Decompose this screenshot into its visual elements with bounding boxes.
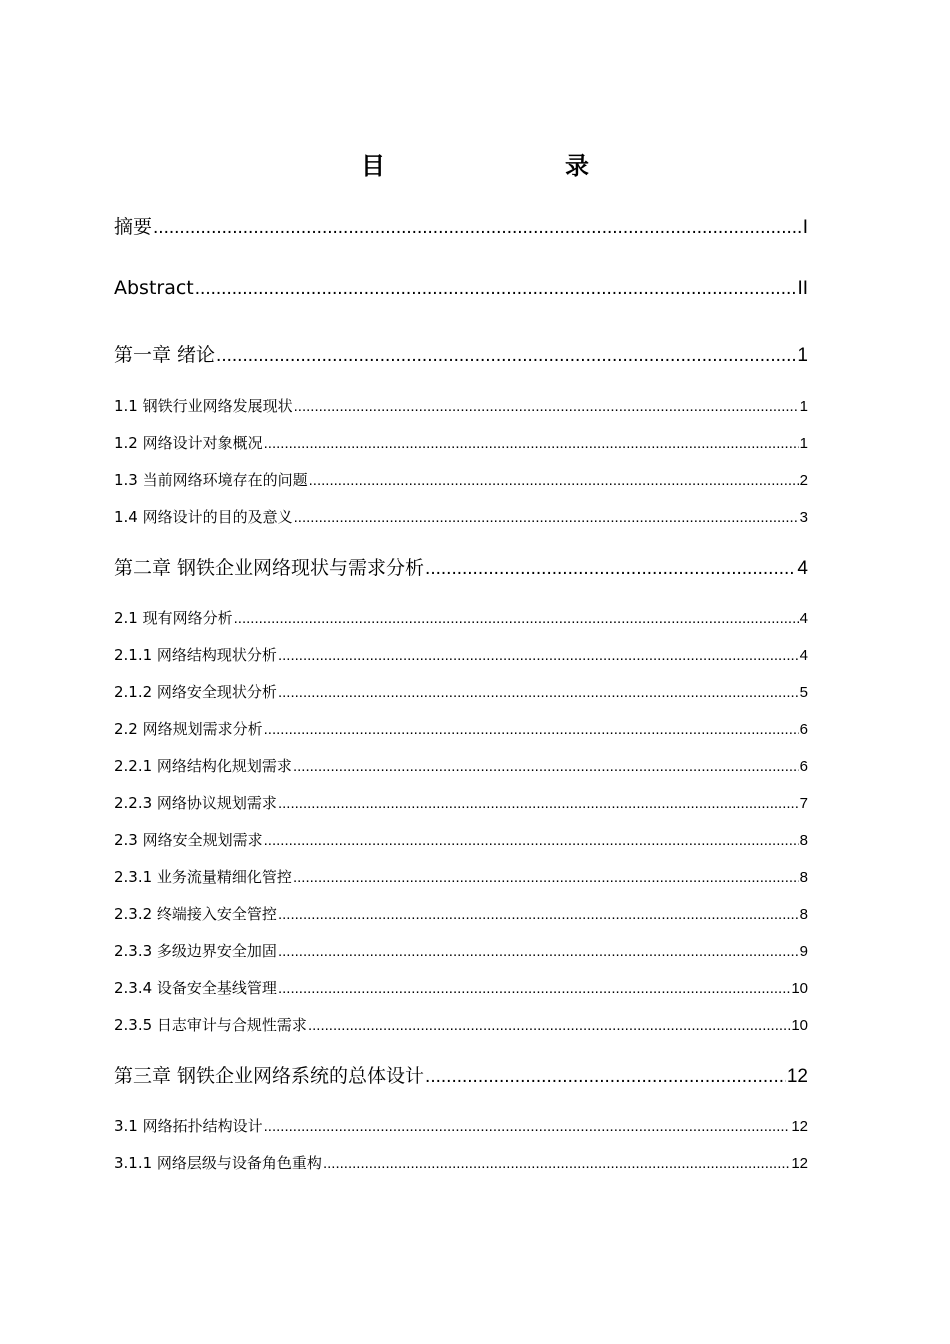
- toc-entry-label: 2.2.3 网络协议规划需求: [114, 794, 277, 812]
- toc-entry-chapter-1[interactable]: [114, 340, 808, 367]
- dot-leader: [153, 217, 802, 239]
- toc-entry-3-1-1[interactable]: [114, 1152, 808, 1173]
- dot-leader: [425, 558, 796, 580]
- toc-entry-page: 4: [797, 558, 808, 579]
- toc-entry-label: 2.1.1 网络结构现状分析: [114, 646, 277, 664]
- toc-entry-2-3[interactable]: [114, 829, 808, 850]
- toc-entry-chapter-2[interactable]: [114, 553, 808, 580]
- toc-entry-label: 第二章 钢铁企业网络现状与需求分析: [114, 557, 425, 579]
- toc-entry-label: 2.3.3 多级边界安全加固: [114, 942, 277, 960]
- toc-entry-page: 3: [799, 509, 808, 526]
- toc-entry-page: 6: [799, 758, 808, 775]
- toc-entry-page: 8: [799, 832, 808, 849]
- dot-leader: [278, 795, 799, 812]
- toc-entry-2-3-4[interactable]: [114, 977, 808, 998]
- toc-entry-2-2-3[interactable]: [114, 792, 808, 813]
- toc-entry-label: 1.4 网络设计的目的及意义: [114, 508, 293, 526]
- toc-entry-label: 2.2.1 网络结构化规划需求: [114, 757, 292, 775]
- toc-entry-page: 2: [799, 472, 808, 489]
- toc-entry-2-3-1[interactable]: [114, 866, 808, 887]
- dot-leader: [264, 832, 799, 849]
- toc-entry-abstract-en[interactable]: [114, 277, 808, 300]
- dot-leader: [278, 684, 799, 701]
- toc-entry-label: 第三章 钢铁企业网络系统的总体设计: [114, 1065, 425, 1087]
- toc-entry-label: 2.3.5 日志审计与合规性需求: [114, 1016, 307, 1034]
- dot-leader: [216, 345, 796, 367]
- toc-entry-2-1-1[interactable]: [114, 644, 808, 665]
- toc-entry-page: II: [797, 278, 808, 299]
- toc-entry-page: 12: [786, 1066, 808, 1087]
- dot-leader: [293, 869, 799, 886]
- toc-entry-1-2[interactable]: [114, 432, 808, 453]
- dot-leader: [234, 610, 799, 627]
- toc-entry-page: 9: [799, 943, 808, 960]
- toc-entry-page: 1: [797, 345, 808, 366]
- toc-entry-label: 2.3.2 终端接入安全管控: [114, 905, 277, 923]
- toc-entry-page: 10: [791, 980, 808, 997]
- toc-entry-page: 4: [799, 647, 808, 664]
- toc-entry-page: 1: [799, 398, 808, 415]
- dot-leader: [195, 278, 797, 300]
- toc-entry-label: 2.1 现有网络分析: [114, 609, 233, 627]
- toc-entry-page: 8: [799, 906, 808, 923]
- toc-entry-label: 3.1.1 网络层级与设备角色重构: [114, 1154, 322, 1172]
- dot-leader: [309, 472, 799, 489]
- dot-leader: [278, 647, 799, 664]
- toc-entry-2-3-2[interactable]: [114, 903, 808, 924]
- toc-entry-label: 摘要: [114, 216, 153, 238]
- toc-entry-page: 7: [799, 795, 808, 812]
- toc-entry-label: 第一章 绪论: [114, 344, 216, 366]
- toc-entry-1-4[interactable]: [114, 506, 808, 527]
- toc-entry-chapter-3[interactable]: [114, 1061, 808, 1088]
- toc-entry-label: 2.3.1 业务流量精细化管控: [114, 868, 292, 886]
- toc-entry-page: 4: [799, 610, 808, 627]
- toc-entry-label: 2.1.2 网络安全现状分析: [114, 683, 277, 701]
- toc-title: 目 录: [361, 152, 633, 180]
- toc-entry-page: 5: [799, 684, 808, 701]
- toc-entry-2-3-5[interactable]: [114, 1014, 808, 1035]
- toc-entry-2-1-2[interactable]: [114, 681, 808, 702]
- toc-entry-page: 8: [799, 869, 808, 886]
- toc-entry-label: 2.3 网络安全规划需求: [114, 831, 263, 849]
- toc-entry-1-3[interactable]: [114, 469, 808, 490]
- toc-entry-label: 2.2 网络规划需求分析: [114, 720, 263, 738]
- dot-leader: [294, 398, 799, 415]
- toc-entry-2-2[interactable]: [114, 718, 808, 739]
- toc-entry-label: 1.1 钢铁行业网络发展现状: [114, 397, 293, 415]
- dot-leader: [278, 943, 799, 960]
- toc-entry-label: 1.3 当前网络环境存在的问题: [114, 471, 308, 489]
- toc-entry-2-3-3[interactable]: [114, 940, 808, 961]
- dot-leader: [425, 1066, 786, 1088]
- toc-entry-page: 6: [799, 721, 808, 738]
- toc-entry-label: 2.3.4 设备安全基线管理: [114, 979, 277, 997]
- toc-entry-page: I: [802, 217, 808, 238]
- toc-entry-page: 12: [791, 1118, 808, 1135]
- toc-entry-1-1[interactable]: [114, 395, 808, 416]
- dot-leader: [264, 1118, 791, 1135]
- dot-leader: [293, 758, 799, 775]
- toc-entry-page: 12: [791, 1155, 808, 1172]
- dot-leader: [278, 906, 799, 923]
- toc-entry-label: 1.2 网络设计对象概况: [114, 434, 263, 452]
- toc-entry-2-1[interactable]: [114, 607, 808, 628]
- toc-entry-page: 10: [791, 1017, 808, 1034]
- toc-entry-page: 1: [799, 435, 808, 452]
- dot-leader: [308, 1017, 790, 1034]
- dot-leader: [294, 509, 799, 526]
- dot-leader: [323, 1155, 790, 1172]
- toc-entry-3-1[interactable]: [114, 1115, 808, 1136]
- dot-leader: [278, 980, 790, 997]
- toc-entry-label: 3.1 网络拓扑结构设计: [114, 1117, 263, 1135]
- toc-entry-abstract-cn[interactable]: [114, 212, 808, 239]
- dot-leader: [264, 721, 799, 738]
- toc-entry-2-2-1[interactable]: [114, 755, 808, 776]
- toc-entry-label: Abstract: [114, 277, 194, 299]
- dot-leader: [264, 435, 799, 452]
